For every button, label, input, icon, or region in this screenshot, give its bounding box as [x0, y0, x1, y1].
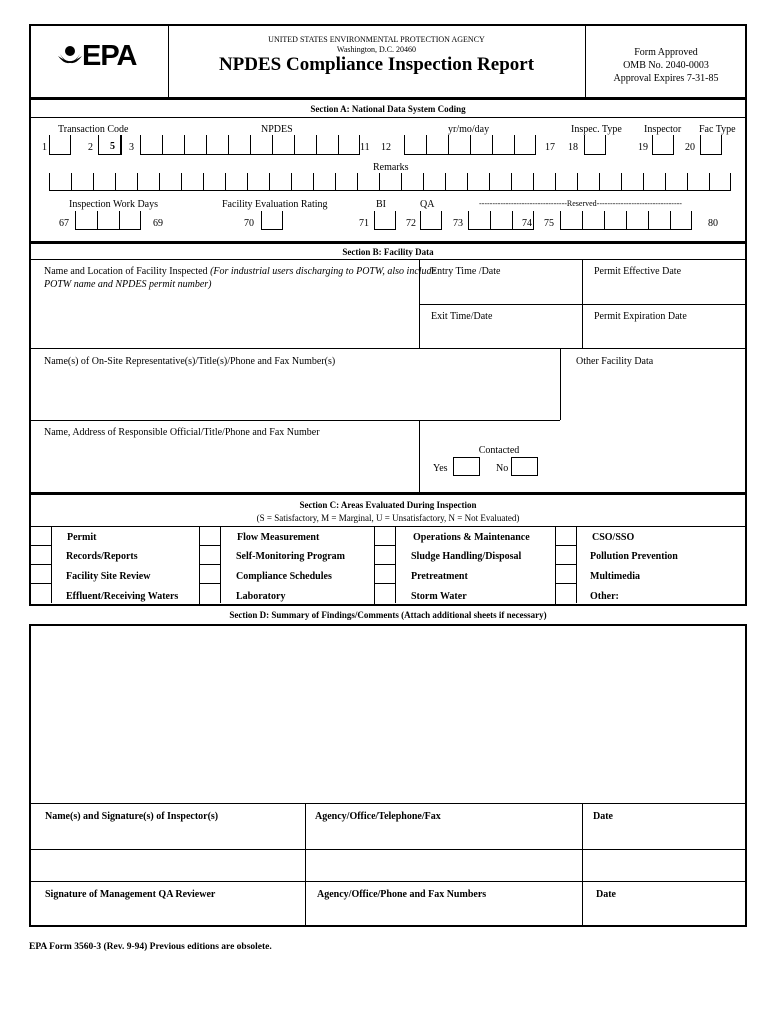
facility-rating-cell[interactable]	[261, 211, 283, 230]
omb-number: OMB No. 2040-0003	[623, 60, 709, 71]
label-name-location-main: Name and Location of Facility Inspected	[44, 266, 208, 277]
c-item: Facility Site Review	[66, 571, 151, 582]
transaction-code-value: 5	[110, 141, 115, 152]
transaction-cell-2[interactable]	[98, 135, 120, 155]
label-agency-office-tel: Agency/Office/Telephone/Fax	[315, 811, 441, 822]
transaction-cell-1[interactable]	[49, 135, 71, 155]
bi-cell[interactable]	[374, 211, 396, 230]
epa-logo	[58, 42, 153, 72]
d-hline-3	[29, 881, 747, 882]
label-facility-evaluation-rating: Facility Evaluation Rating	[222, 199, 328, 210]
label-name-location	[44, 266, 436, 277]
c-item: Records/Reports	[66, 551, 138, 562]
section-c-legend: (S = Satisfactory, M = Marginal, U = Unsatisfactory, N = Not Evaluated)	[256, 513, 520, 523]
c-item: Laboratory	[236, 591, 286, 602]
logo-text: EPA	[82, 40, 137, 72]
label-agency-office-phone: Agency/Office/Phone and Fax Numbers	[317, 889, 487, 900]
col-number: 17	[545, 142, 555, 153]
label-onsite-rep: Name(s) of On-Site Representative(s)/Title(s)/Phone and Fax Number(s)	[44, 356, 336, 367]
label-transaction-code: Transaction Code	[58, 124, 129, 135]
c-vline-2	[374, 526, 375, 606]
b-hline-1	[29, 348, 747, 349]
label-date-1: Date	[593, 811, 613, 822]
label-permit-effective: Permit Effective Date	[594, 266, 682, 277]
d-hline-1	[29, 803, 747, 804]
col-number: 75	[544, 218, 554, 229]
c-item: Permit	[67, 532, 97, 543]
col-number: 18	[568, 142, 578, 153]
c-item: Sludge Handling/Disposal	[411, 551, 522, 562]
c-item: Storm Water	[411, 591, 467, 602]
inspec-type-cell[interactable]	[584, 135, 606, 155]
label-yrmoday: yr/mo/day	[448, 124, 490, 135]
col-number: 1	[42, 142, 47, 153]
col-number: 11	[360, 142, 370, 153]
agency-line2: Washington, D.C. 20460	[336, 45, 417, 54]
col-number: 19	[638, 142, 648, 153]
label-responsible-official: Name, Address of Responsible Official/Title/Phone and Fax Number	[44, 427, 320, 438]
label-exit-time: Exit Time/Date	[431, 311, 493, 322]
c-item: Compliance Schedules	[236, 571, 332, 582]
label-name-location-note: (For industrial users discharging to POTW, also include	[210, 266, 436, 277]
col-number: 67	[59, 218, 69, 229]
label-bi: BI	[376, 199, 386, 210]
label-date-2: Date	[596, 889, 616, 900]
transaction-cell-3[interactable]	[120, 135, 122, 155]
approval-expires: Approval Expires 7-31-85	[613, 73, 719, 84]
label-npdes: NPDES	[261, 124, 293, 135]
label-other-facility: Other Facility Data	[576, 356, 654, 367]
col-number: 73	[453, 218, 463, 229]
section-b-title: Section B: Facility Data	[342, 247, 434, 257]
col-number: 72	[406, 218, 416, 229]
c-item: Self-Monitoring Program	[236, 551, 345, 562]
inspector-signature-field[interactable]	[31, 850, 305, 881]
c-vline-3	[555, 526, 556, 606]
form-number: EPA Form 3560-3 (Rev. 9-94) Previous editions are obsolete.	[29, 942, 272, 952]
label-remarks: Remarks	[373, 162, 409, 173]
section-a-title-rule	[29, 117, 747, 118]
no-checkbox[interactable]	[511, 457, 538, 476]
date-field-1[interactable]	[583, 850, 745, 881]
b-vline-3	[560, 348, 561, 420]
section-a-title: Section A: National Data System Coding	[310, 104, 466, 114]
col-number: 12	[381, 142, 391, 153]
label-name-location-note2: POTW name and NPDES permit number)	[44, 279, 212, 290]
label-permit-expiration: Permit Expiration Date	[594, 311, 687, 322]
label-contacted: Contacted	[478, 445, 520, 456]
c-item: Pretreatment	[411, 571, 468, 582]
b-hline-mid	[419, 304, 747, 305]
label-fac-type: Fac Type	[699, 124, 736, 135]
col-number: 70	[244, 218, 254, 229]
section-c-title: Section C: Areas Evaluated During Inspection	[299, 500, 477, 510]
label-yes: Yes	[433, 463, 448, 474]
label-inspectors: Name(s) and Signature(s) of Inspector(s)	[45, 811, 219, 822]
label-entry-time: Entry Time /Date	[431, 266, 501, 277]
label-inspec-type: Inspec. Type	[571, 124, 622, 135]
col-number: 71	[359, 218, 369, 229]
section-d-title: Section D: Summary of Findings/Comments (Attach additional sheets if necessary)	[229, 610, 547, 620]
col-number: 20	[685, 142, 695, 153]
c-item: Other:	[590, 591, 619, 602]
label-mgmt-qa: Signature of Management QA Reviewer	[45, 889, 216, 900]
label-reserved: ---------------------------------Reserved--------------------------------	[479, 199, 682, 208]
col-number: 69	[153, 218, 163, 229]
section-b-title-rule	[29, 259, 747, 260]
c-item: Effluent/Receiving Waters	[66, 591, 179, 602]
label-inspection-work-days: Inspection Work Days	[69, 199, 158, 210]
inspector-cell[interactable]	[652, 135, 674, 155]
c-item: CSO/SSO	[592, 532, 635, 543]
c-item: Flow Measurement	[237, 532, 320, 543]
fac-type-cell[interactable]	[700, 135, 722, 155]
col-number: 3	[129, 142, 134, 153]
c-item: Pollution Prevention	[590, 551, 678, 562]
label-no: No	[496, 463, 509, 474]
col-number: 80	[708, 218, 718, 229]
b-hline-2	[29, 420, 560, 421]
label-inspector: Inspector	[644, 124, 682, 135]
b-vline-4	[419, 420, 420, 494]
col-number: 74	[522, 218, 532, 229]
yes-checkbox[interactable]	[453, 457, 480, 476]
label-qa: QA	[420, 199, 435, 210]
c-item: Operations & Maintenance	[413, 532, 530, 543]
findings-comments-area[interactable]	[31, 626, 745, 803]
page-title: NPDES Compliance Inspection Report	[218, 54, 535, 75]
c-item: Multimedia	[590, 571, 640, 582]
qa-cell[interactable]	[420, 211, 442, 230]
form-approved: Form Approved	[634, 47, 698, 58]
agency-office-field[interactable]	[306, 850, 582, 881]
agency-line1: UNITED STATES ENVIRONMENTAL PROTECTION AGENCY	[268, 35, 485, 44]
col-number: 2	[88, 142, 93, 153]
c-vline-1	[199, 526, 200, 606]
